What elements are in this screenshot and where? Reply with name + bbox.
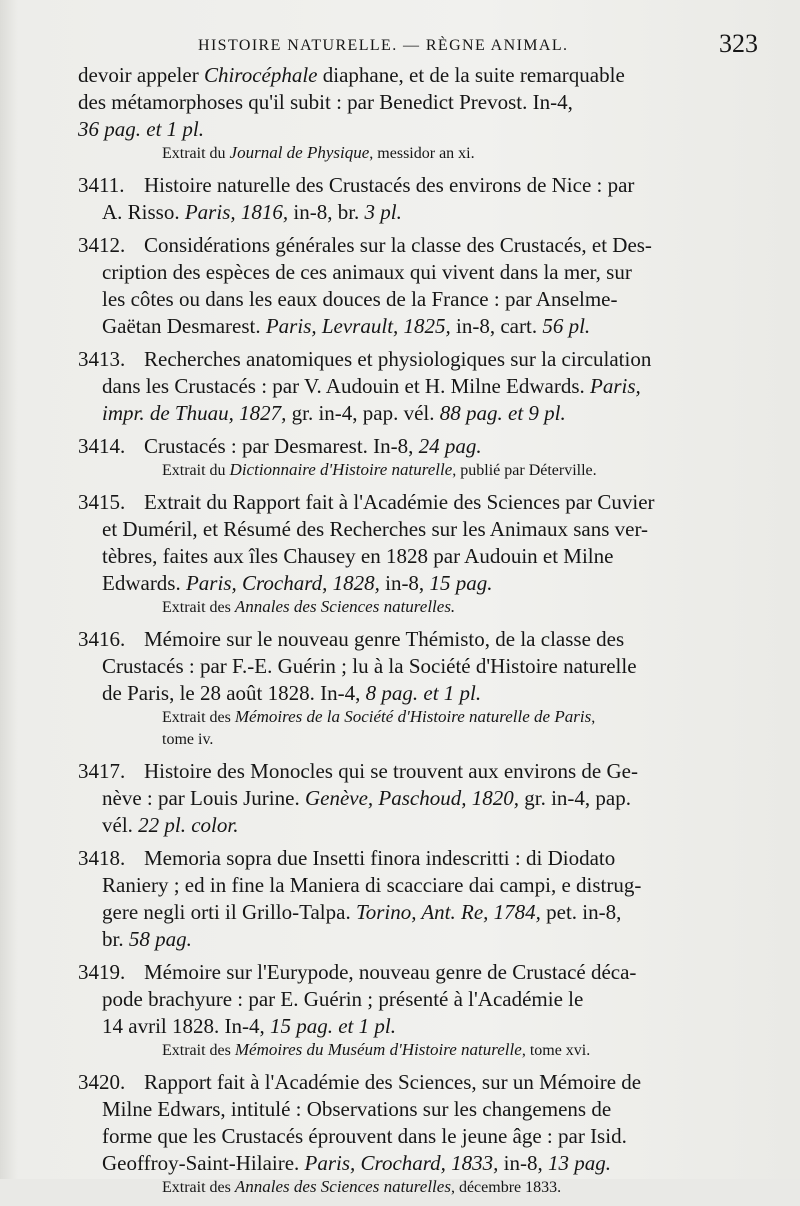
text-segment: Extrait des [162,1042,235,1059]
italic-text: Mémoires du Muséum d'Histoire naturelle [234,1040,522,1059]
entry-line [78,570,768,597]
text-segment: Recherches anatomiques et physiologiques sur la circulation [144,347,652,371]
entry-line [78,346,768,373]
bibliography-entry [78,172,768,232]
italic-text: Torino, Ant. Re, 1784, [355,900,541,924]
entry-number: 3415. [78,490,126,514]
entry-line [78,758,768,785]
page-number: 323 [719,29,758,58]
text-segment: Considérations générales sur la classe des Crustacés, et Des- [144,233,652,257]
italic-text: 13 pag. [548,1151,611,1175]
text-segment: Crustacés : par Desmarest. In-8, [144,434,419,458]
bibliography-entry [78,626,768,758]
text-segment: de Paris, le 28 août 1828. In-4, [102,681,366,705]
bibliography-entry [78,62,768,172]
italic-text: Paris, 1816, [184,200,289,224]
text-segment: Crustacés : par F.-E. Guérin ; lu à la Société d'Histoire naturelle [102,654,637,678]
entry-line [78,433,768,460]
text-segment: tèbres, faites aux îles Chausey en 1828 par Audouin et Milne [102,544,614,568]
entry-line [78,313,768,340]
text-segment: Edwards. [102,571,186,595]
italic-text: Annales des Sciences naturelles. [234,597,456,616]
entry-line [78,259,768,286]
italic-text: 15 pag. [429,571,493,595]
entry-line [78,1013,768,1040]
entry-line [78,543,768,570]
italic-text: Genève, Paschoud, 1820, [304,786,519,810]
entry-note [78,1040,768,1061]
bibliography-entry [78,433,768,489]
italic-text: 15 pag. et 1 pl. [269,1014,396,1038]
text-segment: Raniery ; ed in fine la Maniera di scacciare dai campi, e distrug- [102,873,642,897]
text-segment: tome iv. [162,731,214,748]
text-segment: Extrait du [162,145,230,162]
entry-number: 3412. [78,233,126,257]
entry-note [78,597,768,618]
text-segment: gr. in-4, pap. [518,786,631,810]
text-segment: Gaëtan Desmarest. [102,314,266,338]
text-segment: , publié par Déterville. [452,462,597,479]
italic-text: Paris, Crochard, 1833, [304,1151,499,1175]
entry-note [78,460,768,481]
entry-line [78,926,768,953]
entry-line [78,516,768,543]
text-segment: diaphane, et de la suite remarquable [317,63,625,87]
text-segment: cription des espèces de ces animaux qui vivent dans la mer, sur [102,260,632,284]
page-header [198,29,758,63]
text-segment: Extrait des [162,599,235,616]
bibliography-text [78,62,768,1206]
entry-line [78,286,768,313]
text-segment: nève : par Louis Jurine. [102,786,305,810]
italic-text: 56 pl. [542,314,591,338]
entry-line [78,845,768,872]
text-segment: dans les Crustacés : par V. Audouin et H. Milne Edwards. [102,374,590,398]
text-segment: devoir appeler [78,63,204,87]
entry-line [78,373,768,400]
italic-text: 58 pag. [128,927,192,951]
entry-line [78,1096,768,1123]
entry-line [78,489,768,516]
entry-line [78,785,768,812]
entry-line [78,400,768,427]
text-segment: Extrait des [162,1179,235,1196]
entry-line [78,899,768,926]
entry-line [78,959,768,986]
entry-number: 3418. [78,846,126,870]
text-segment: Memoria sopra due Insetti finora indescritti : di Diodato [144,846,616,870]
text-segment: in-8, [379,571,430,595]
bibliography-entry [78,489,768,626]
text-segment: in-8, cart. [450,314,543,338]
text-segment: br. [102,927,129,951]
entry-spacer [78,1200,768,1206]
text-segment: des métamorphoses qu'il subit : par Benedict Prevost. In-4, [78,90,573,114]
italic-text: 8 pag. et 1 pl. [365,681,482,705]
entry-line [78,872,768,899]
entry-note [78,1177,768,1198]
text-segment: Milne Edwars, intitulé : Observations sur les changemens de [102,1097,612,1121]
text-segment: forme que les Crustacés éprouvent dans le jeune âge : par Isid. [102,1124,627,1148]
italic-text: Chirocéphale [203,63,318,87]
italic-text: impr. de Thuau, 1827, [102,401,287,425]
entry-line [78,116,768,143]
text-segment: et Duméril, et Résumé des Recherches sur les Animaux sans ver- [102,517,649,541]
italic-text: Paris, [590,374,641,398]
text-segment: Histoire des Monocles qui se trouvent aux environs de Ge- [144,759,638,783]
text-segment: pet. in-8, [540,900,622,924]
entry-number: 3413. [78,347,126,371]
entry-number: 3419. [78,960,126,984]
entry-line [78,232,768,259]
entry-note [78,707,768,728]
entry-line [78,653,768,680]
italic-text: Paris, Levrault, 1825, [265,314,451,338]
text-segment: Mémoire sur le nouveau genre Thémisto, de la classe des [144,627,625,651]
entry-line [78,986,768,1013]
text-segment: in-8, [498,1151,548,1175]
italic-text: Mémoires de la Société d'Histoire naturelle de Paris [234,707,592,726]
bibliography-entry [78,346,768,433]
entry-line [78,89,768,116]
entry-line [78,172,768,199]
italic-text: Dictionnaire d'Histoire naturelle [229,460,453,479]
entry-line [78,680,768,707]
entry-line [78,62,768,89]
text-segment: vél. [102,813,139,837]
text-segment: gere negli orti il Grillo-Talpa. [102,900,356,924]
text-segment: pode brachyure : par E. Guérin ; présenté à l'Académie le [102,987,584,1011]
text-segment: A. Risso. [102,200,185,224]
bibliography-entry [78,1069,768,1206]
entry-line [78,199,768,226]
text-segment: Rapport fait à l'Académie des Sciences, sur un Mémoire de [144,1070,642,1094]
italic-text: 3 pl. [364,200,402,224]
entry-line [78,1123,768,1150]
entry-line [78,626,768,653]
italic-text: 36 pag. et 1 pl. [78,117,204,141]
italic-text: Annales des Sciences naturelles [234,1177,451,1196]
entry-line [78,812,768,839]
text-segment: Extrait des [162,709,235,726]
italic-text: Paris, Crochard, 1828, [185,571,380,595]
italic-text: 88 pag. et 9 pl. [439,401,566,425]
text-segment: Mémoire sur l'Eurypode, nouveau genre de Crustacé déca- [144,960,637,984]
text-segment: Extrait du Rapport fait à l'Académie des Sciences par Cuvier [144,490,655,514]
entry-note [78,143,768,164]
text-segment: les côtes ou dans les eaux douces de la France : par Anselme- [102,287,618,311]
running-head: HISTOIRE NATURELLE. — RÈGNE ANIMAL. [198,37,569,54]
bibliography-entry [78,959,768,1069]
italic-text: Journal de Physique [229,143,370,162]
entry-line [78,1150,768,1177]
bibliography-entry [78,758,768,845]
italic-text: 24 pag. [418,434,482,458]
text-segment: , tome xvi. [521,1042,591,1059]
italic-text: 22 pl. color. [138,813,239,837]
text-segment: Histoire naturelle des Crustacés des environs de Nice : par [144,173,635,197]
text-segment: Extrait du [162,462,230,479]
text-segment: Geoffroy-Saint-Hilaire. [102,1151,305,1175]
entry-number: 3411. [78,173,125,197]
entry-number: 3420. [78,1070,126,1094]
entry-line [78,1069,768,1096]
text-segment: , décembre 1833. [450,1179,562,1196]
entry-number: 3417. [78,759,126,783]
text-segment: , [591,709,596,726]
entry-number: 3414. [78,434,126,458]
text-segment: in-8, br. [288,200,365,224]
text-segment: gr. in-4, pap. vél. [286,401,440,425]
text-segment: 14 avril 1828. In-4, [102,1014,270,1038]
text-segment: , messidor an xi. [369,145,475,162]
bibliography-entry [78,845,768,959]
bibliography-entry [78,232,768,346]
entry-number: 3416. [78,627,126,651]
entry-note [78,730,768,750]
